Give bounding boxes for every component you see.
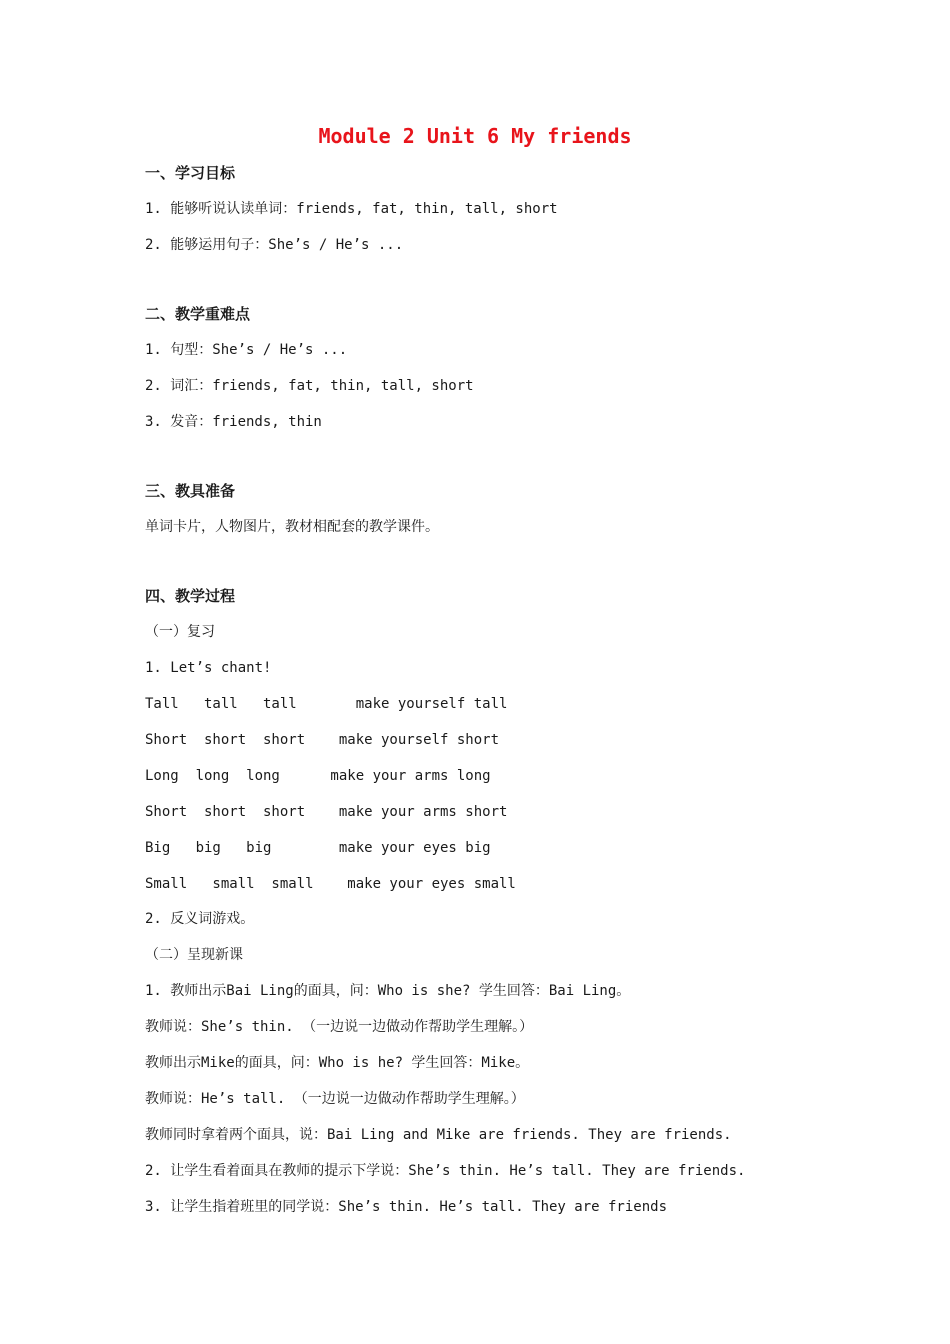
- key-point-item: 1. 句型：She’s / He’s ...: [145, 342, 348, 358]
- chant-line: Short short short make yourself short: [145, 732, 500, 748]
- chant-line: Long long long make your arms long: [145, 768, 491, 784]
- document-title: Module 2 Unit 6 My friends: [318, 124, 632, 148]
- subsection-new-lesson: （二）呈现新课: [145, 947, 243, 963]
- goal-item: 1. 能够听说认读单词：friends, fat, thin, tall, short: [145, 201, 558, 217]
- section-heading-key-points: 二、教学重难点: [145, 305, 251, 323]
- subsection-review: （一）复习: [145, 624, 215, 640]
- section-heading-materials: 三、教具准备: [145, 482, 236, 500]
- new-lesson-line: 1. 教师出示Bai Ling的面具，问：Who is she? 学生回答：Bai Ling。: [145, 983, 631, 999]
- chant-line: Small small small make your eyes small: [145, 876, 516, 892]
- new-lesson-line: 教师说：She’s thin. （一边说一边做动作帮助学生理解。）: [145, 1019, 534, 1035]
- new-lesson-line: 教师出示Mike的面具，问：Who is he? 学生回答：Mike。: [145, 1055, 530, 1071]
- chant-line: Big big big make your eyes big: [145, 840, 491, 856]
- new-lesson-line: 教师说：He’s tall. （一边说一边做动作帮助学生理解。）: [145, 1091, 525, 1107]
- section-heading-goals: 一、学习目标: [145, 164, 236, 182]
- review-item: 1. Let’s chant!: [145, 660, 272, 676]
- chant-line: Tall tall tall make yourself tall: [145, 696, 508, 712]
- chant-line: Short short short make your arms short: [145, 804, 508, 820]
- new-lesson-line: 3. 让学生指着班里的同学说：She’s thin. He’s tall. They are friends: [145, 1199, 668, 1215]
- new-lesson-line: 2. 让学生看着面具在教师的提示下学说：She’s thin. He’s tall. They are friends.: [145, 1163, 746, 1179]
- review-item: 2. 反义词游戏。: [145, 911, 255, 927]
- section-heading-process: 四、教学过程: [145, 587, 236, 605]
- key-point-item: 3. 发音：friends, thin: [145, 414, 322, 430]
- new-lesson-line: 教师同时拿着两个面具，说：Bai Ling and Mike are friends. They are friends.: [145, 1127, 732, 1143]
- materials-text: 单词卡片，人物图片，教材相配套的教学课件。: [145, 519, 439, 535]
- key-point-item: 2. 词汇：friends, fat, thin, tall, short: [145, 378, 474, 394]
- goal-item: 2. 能够运用句子：She’s / He’s ...: [145, 237, 404, 253]
